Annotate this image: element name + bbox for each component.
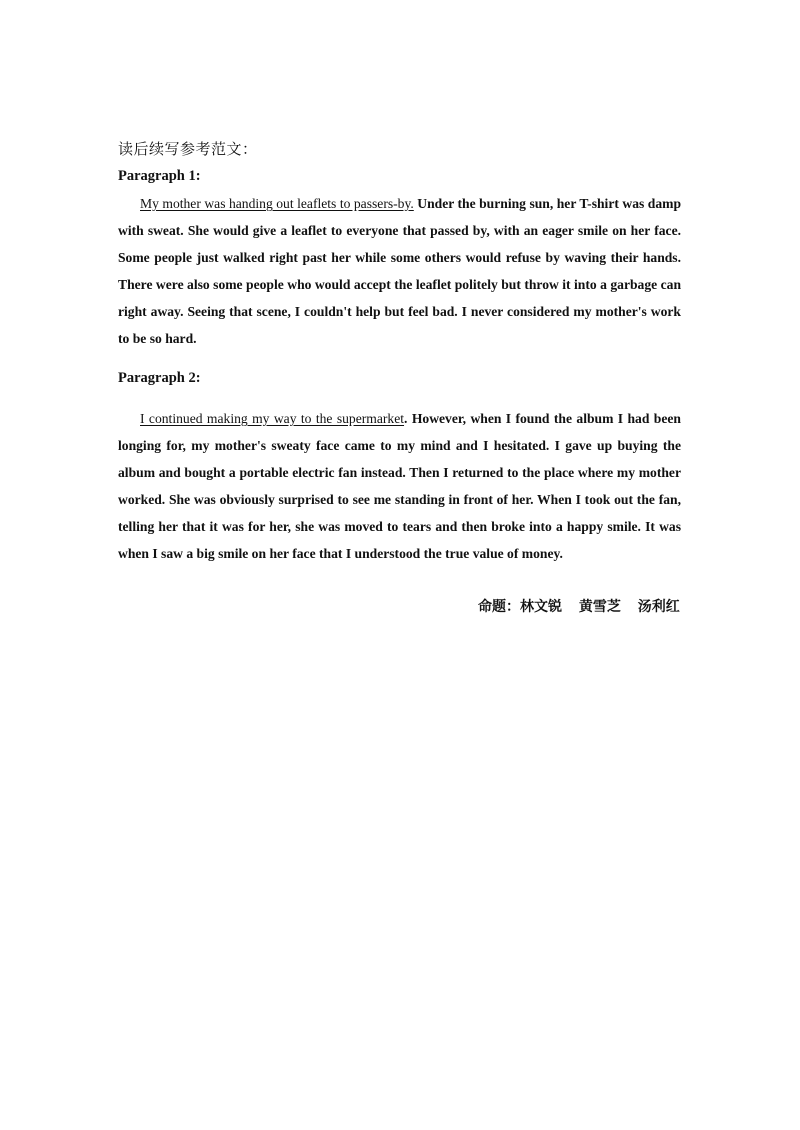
paragraph-2-text: . However, when I found the album I had been longing for, my mother's sweaty face came to my mind and I hesitated. I gave up buying the album and bought a portable electric fan instead. Then I returned to the place where my mother worked. She was obviously surprised to see me standing in front of her. When I took out the fan, telling her that it was for her, she was moved to tears and then broke into a happy smile. It was when I saw a big smile on her face that I understood the true value of money. <box>118 411 681 561</box>
paragraph-2-label: Paragraph 2: <box>118 370 201 386</box>
paragraph-2-given-start: I continued making my way to the supermarket <box>140 411 405 426</box>
author-signature <box>478 596 683 616</box>
paragraph-1-text: Under the burning sun, her T-shirt was damp with sweat. She would give a leaflet to everyone that passed by, with an eager smile on her face. Some people just walked right past her while some others would refuse by waving their hands. There were also some people who would accept the leaflet politely but throw it into a garbage can right away. Seeing that scene, I couldn't help but feel bad. I never considered my mother's work to be so hard. <box>118 196 682 346</box>
signature-names: 林文锐 黄雪芝 汤利红 <box>520 599 680 615</box>
signature-label: 命题： <box>478 599 520 615</box>
paragraph-1-given-start: My mother was handing out leaflets to passers-by. <box>140 196 414 211</box>
paragraph-1-label: Paragraph 1: <box>118 168 201 184</box>
paragraph-2-body <box>118 405 681 567</box>
document-heading: 读后续写参考范文： <box>118 140 258 158</box>
paragraph-1-body <box>118 190 681 352</box>
